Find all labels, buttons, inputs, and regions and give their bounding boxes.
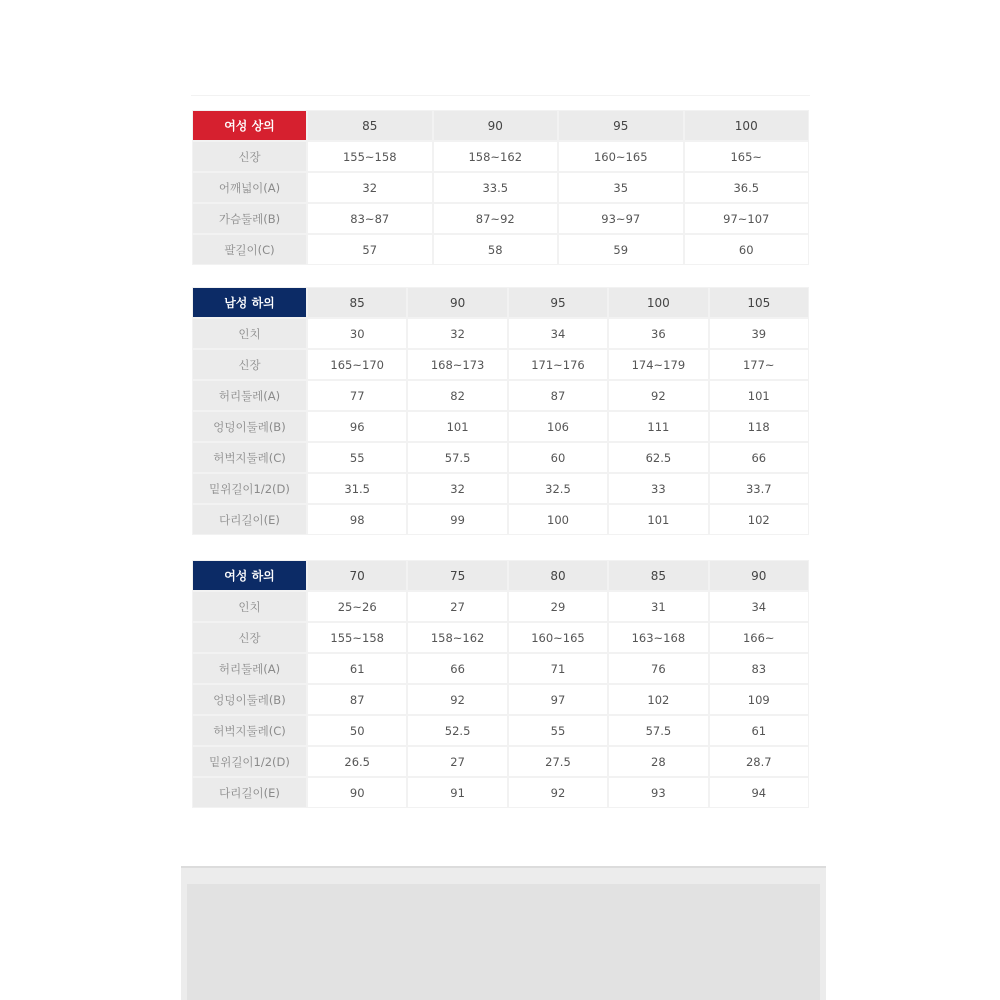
table-row [193, 778, 808, 807]
table-cell: 60 [685, 235, 809, 264]
table-cell: 102 [609, 685, 707, 714]
table-cell: 171~176 [509, 350, 607, 379]
size-header: 85 [308, 288, 406, 317]
table-title: 여성 상의 [193, 111, 306, 140]
row-label: 팔길이(C) [193, 235, 306, 264]
row-label: 엉덩이둘레(B) [193, 412, 306, 441]
table-cell: 91 [408, 778, 506, 807]
table-cell: 99 [408, 505, 506, 534]
table-cell: 33.5 [434, 173, 558, 202]
table-row [193, 350, 808, 379]
table-cell: 92 [509, 778, 607, 807]
table-cell: 166~ [710, 623, 808, 652]
table-row [193, 654, 808, 683]
table-cell: 34 [509, 319, 607, 348]
table-title: 여성 하의 [193, 561, 306, 590]
table-cell: 76 [609, 654, 707, 683]
table-cell: 33 [609, 474, 707, 503]
women-top-size-table [191, 109, 810, 266]
table-cell: 94 [710, 778, 808, 807]
size-header: 95 [559, 111, 683, 140]
row-label: 신장 [193, 142, 306, 171]
table-cell: 163~168 [609, 623, 707, 652]
table-header-row [193, 288, 808, 317]
women-bottom-size-table [191, 559, 810, 809]
table-cell: 32.5 [509, 474, 607, 503]
table-cell: 158~162 [408, 623, 506, 652]
table-cell: 111 [609, 412, 707, 441]
table-cell: 106 [509, 412, 607, 441]
table-cell: 50 [308, 716, 406, 745]
row-label: 다리길이(E) [193, 505, 306, 534]
table-cell: 97~107 [685, 204, 809, 233]
table-cell: 27.5 [509, 747, 607, 776]
row-label: 엉덩이둘레(B) [193, 685, 306, 714]
table-cell: 33.7 [710, 474, 808, 503]
table-row [193, 204, 808, 233]
table-cell: 35 [559, 173, 683, 202]
table-header-row [193, 561, 808, 590]
men-bottom-size-table [191, 286, 810, 536]
table-row [193, 173, 808, 202]
table-cell: 61 [710, 716, 808, 745]
table-cell: 101 [609, 505, 707, 534]
table-cell: 30 [308, 319, 406, 348]
table-cell: 87 [509, 381, 607, 410]
table-cell: 87 [308, 685, 406, 714]
table-row [193, 747, 808, 776]
table-cell: 87~92 [434, 204, 558, 233]
table-cell: 36 [609, 319, 707, 348]
size-header: 95 [509, 288, 607, 317]
row-label: 허리둘레(A) [193, 654, 306, 683]
table-cell: 25~26 [308, 592, 406, 621]
table-cell: 101 [408, 412, 506, 441]
table-cell: 58 [434, 235, 558, 264]
row-label: 허벅지둘레(C) [193, 716, 306, 745]
table-row [193, 623, 808, 652]
table-cell: 82 [408, 381, 506, 410]
table-cell: 57 [308, 235, 432, 264]
size-header: 90 [434, 111, 558, 140]
row-label: 인치 [193, 319, 306, 348]
table-cell: 92 [408, 685, 506, 714]
table-cell: 71 [509, 654, 607, 683]
table-cell: 97 [509, 685, 607, 714]
row-label: 밑위길이1/2(D) [193, 474, 306, 503]
table-row [193, 443, 808, 472]
table-cell: 66 [710, 443, 808, 472]
table-cell: 32 [308, 173, 432, 202]
table-cell: 77 [308, 381, 406, 410]
size-header: 100 [609, 288, 707, 317]
row-label: 어깨넓이(A) [193, 173, 306, 202]
table-cell: 27 [408, 592, 506, 621]
table-cell: 160~165 [559, 142, 683, 171]
table-row [193, 142, 808, 171]
table-cell: 96 [308, 412, 406, 441]
table-cell: 36.5 [685, 173, 809, 202]
table-row [193, 592, 808, 621]
table-cell: 28 [609, 747, 707, 776]
table-header-row [193, 111, 808, 140]
size-header: 85 [308, 111, 432, 140]
table-cell: 28.7 [710, 747, 808, 776]
row-label: 허리둘레(A) [193, 381, 306, 410]
table-row [193, 505, 808, 534]
table-cell: 101 [710, 381, 808, 410]
table-cell: 32 [408, 474, 506, 503]
table-row [193, 381, 808, 410]
table-cell: 118 [710, 412, 808, 441]
table-cell: 177~ [710, 350, 808, 379]
table-cell: 26.5 [308, 747, 406, 776]
table-cell: 165~170 [308, 350, 406, 379]
table-row [193, 474, 808, 503]
size-header: 80 [509, 561, 607, 590]
row-label: 허벅지둘레(C) [193, 443, 306, 472]
table-cell: 31 [609, 592, 707, 621]
table-cell: 98 [308, 505, 406, 534]
size-header: 105 [710, 288, 808, 317]
table-cell: 155~158 [308, 142, 432, 171]
table-cell: 158~162 [434, 142, 558, 171]
table-cell: 62.5 [609, 443, 707, 472]
table-cell: 109 [710, 685, 808, 714]
table-cell: 55 [308, 443, 406, 472]
table-cell: 165~ [685, 142, 809, 171]
size-header: 85 [609, 561, 707, 590]
size-header: 90 [710, 561, 808, 590]
table-cell: 83~87 [308, 204, 432, 233]
bottom-image-inner [187, 884, 820, 1000]
table-cell: 92 [609, 381, 707, 410]
table-cell: 27 [408, 747, 506, 776]
size-header: 90 [408, 288, 506, 317]
table-cell: 52.5 [408, 716, 506, 745]
row-label: 다리길이(E) [193, 778, 306, 807]
table-row [193, 319, 808, 348]
table-cell: 83 [710, 654, 808, 683]
table-cell: 155~158 [308, 623, 406, 652]
table-cell: 174~179 [609, 350, 707, 379]
table-cell: 57.5 [609, 716, 707, 745]
row-label: 가슴둘레(B) [193, 204, 306, 233]
table-cell: 32 [408, 319, 506, 348]
row-label: 신장 [193, 350, 306, 379]
table-cell: 34 [710, 592, 808, 621]
row-label: 인치 [193, 592, 306, 621]
table-row [193, 716, 808, 745]
size-header: 75 [408, 561, 506, 590]
table-cell: 31.5 [308, 474, 406, 503]
table-cell: 90 [308, 778, 406, 807]
table-cell: 57.5 [408, 443, 506, 472]
table-cell: 55 [509, 716, 607, 745]
table-cell: 66 [408, 654, 506, 683]
table-row [193, 412, 808, 441]
table-cell: 61 [308, 654, 406, 683]
row-label: 신장 [193, 623, 306, 652]
table-cell: 168~173 [408, 350, 506, 379]
table-cell: 160~165 [509, 623, 607, 652]
size-header: 100 [685, 111, 809, 140]
row-label: 밑위길이1/2(D) [193, 747, 306, 776]
table-cell: 29 [509, 592, 607, 621]
table-title: 남성 하의 [193, 288, 306, 317]
top-divider [191, 95, 810, 96]
table-cell: 93 [609, 778, 707, 807]
table-cell: 93~97 [559, 204, 683, 233]
table-cell: 100 [509, 505, 607, 534]
bottom-image-placeholder [181, 866, 826, 1000]
table-cell: 102 [710, 505, 808, 534]
size-header: 70 [308, 561, 406, 590]
table-row [193, 235, 808, 264]
table-cell: 60 [509, 443, 607, 472]
table-cell: 59 [559, 235, 683, 264]
table-row [193, 685, 808, 714]
table-cell: 39 [710, 319, 808, 348]
